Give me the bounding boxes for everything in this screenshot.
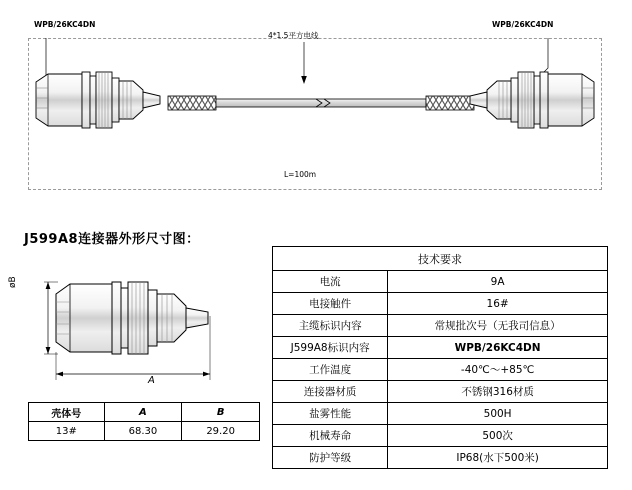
spec-key-ip-rating: 防护等级: [273, 447, 388, 469]
spec-key-salt-spray: 盐雾性能: [273, 403, 388, 425]
diameter-dimension-label: øB: [8, 276, 18, 288]
spec-value-ip-rating: IP68(水下500米): [388, 447, 608, 469]
spec-key-temperature: 工作温度: [273, 359, 388, 381]
cable-assembly-illustration: [28, 60, 602, 170]
spec-key-current: 电流: [273, 271, 388, 293]
spec-value-connector-marking: WPB/26KC4DN: [388, 337, 608, 359]
spec-key-connector-marking: J599A8标识内容: [273, 337, 388, 359]
shell-table-header-0: 壳体号: [29, 403, 105, 422]
table-row: [273, 359, 608, 381]
length-dimension-label: A: [148, 375, 155, 386]
overall-length-label: L=100m: [284, 170, 317, 179]
table-row: [29, 422, 260, 441]
cable-note-label: 4*1.5平方电线: [268, 31, 319, 40]
shell-table-header-2: B: [182, 403, 260, 422]
spec-value-contacts: 16#: [388, 293, 608, 315]
shell-table-cell-0-2: 29.20: [182, 422, 260, 441]
spec-key-cable-marking: 主缆标识内容: [273, 315, 388, 337]
spec-value-temperature: -40℃～+85℃: [388, 359, 608, 381]
table-header-row: [29, 403, 260, 422]
table-row: [273, 447, 608, 469]
assembly-label-left: WPB/26KC4DN: [34, 20, 96, 29]
assembly-label-right: WPB/26KC4DN: [492, 20, 554, 29]
table-row: [273, 337, 608, 359]
spec-value-mechanical-life: 500次: [388, 425, 608, 447]
shell-table-cell-0-0: 13#: [29, 422, 105, 441]
spec-table-title-row: [273, 247, 608, 271]
spec-key-contacts: 电接触件: [273, 293, 388, 315]
table-row: [273, 315, 608, 337]
spec-table-title: 技术要求: [273, 247, 608, 271]
table-row: [273, 293, 608, 315]
spec-value-current: 9A: [388, 271, 608, 293]
section-title: J599A8连接器外形尺寸图：: [24, 232, 200, 247]
connector-outline-drawing: [28, 256, 260, 396]
dimension-drawing: [28, 256, 260, 396]
technical-requirements-table: [272, 246, 608, 469]
spec-value-salt-spray: 500H: [388, 403, 608, 425]
spec-key-material: 连接器材质: [273, 381, 388, 403]
table-row: [273, 403, 608, 425]
shell-size-table: [28, 402, 260, 441]
spec-value-cable-marking: 常规批次号（无我司信息）: [388, 315, 608, 337]
table-row: [273, 425, 608, 447]
table-row: [273, 271, 608, 293]
table-row: [273, 381, 608, 403]
spec-value-material: 不锈钢316材质: [388, 381, 608, 403]
spec-key-mechanical-life: 机械寿命: [273, 425, 388, 447]
shell-table-cell-0-1: 68.30: [104, 422, 182, 441]
shell-table-header-1: A: [104, 403, 182, 422]
